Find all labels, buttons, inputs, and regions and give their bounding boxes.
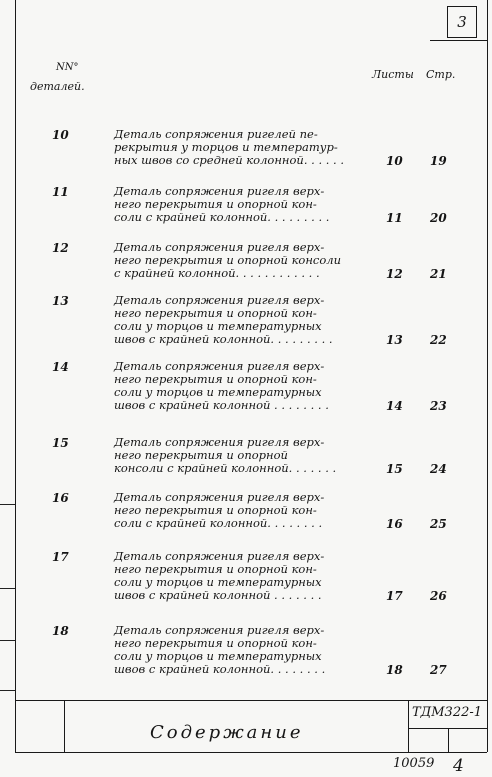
entry-description-line: соли у торцов и температурных: [114, 575, 322, 589]
entry-description-line: швов с крайней колонной. . . . . . . . .: [114, 332, 333, 346]
margin-stub-line: [0, 690, 15, 691]
left-frame-line: [15, 0, 16, 752]
entry-description-line: рекрытия у торцов и температур-: [114, 140, 338, 154]
entry-description-line: Деталь сопряжения ригелей пе-: [114, 127, 318, 141]
entry-number: 12: [52, 241, 69, 255]
title-block-bottom-rule: [15, 752, 487, 753]
entry-description-line: него перекрытия и опорной кон-: [114, 562, 317, 576]
entry-sheet-number: 18: [386, 663, 403, 677]
header-details-label: деталей.: [30, 80, 85, 93]
entry-description-line: швов с крайней колонной . . . . . . . .: [114, 398, 329, 412]
entry-description-line: Деталь сопряжения ригеля верх-: [114, 359, 325, 373]
entry-page-number: 20: [430, 211, 447, 225]
entry-description-line: консоли с крайней колонной. . . . . . .: [114, 461, 337, 475]
document-title: Содержание: [150, 722, 304, 743]
entry-description-line: соли у торцов и температурных: [114, 385, 322, 399]
entry-description: [114, 624, 376, 676]
margin-stub-line: [0, 588, 15, 589]
entry-number: 17: [52, 550, 69, 564]
header-sheets-label: Листы: [372, 68, 414, 81]
entry-sheet-number: 14: [386, 399, 403, 413]
margin-stub-line: [0, 640, 15, 641]
entry-description-line: него перекрытия и опорной кон-: [114, 372, 317, 386]
entry-sheet-number: 10: [386, 154, 403, 168]
entry-description-line: швов с крайней колонной. . . . . . . .: [114, 662, 326, 676]
entry-description-line: него перекрытия и опорной консоли: [114, 253, 342, 267]
sheet-page-number: 4: [453, 756, 464, 776]
entry-sheet-number: 17: [386, 589, 403, 603]
entry-description-line: соли у торцов и температурных: [114, 319, 322, 333]
entry-sheet-number: 12: [386, 267, 403, 281]
entry-sheet-number: 11: [386, 211, 403, 225]
entry-number: 11: [52, 185, 69, 199]
entry-description: [114, 360, 376, 412]
header-number-label: NN°: [56, 62, 79, 73]
entry-description: [114, 436, 376, 475]
entry-description-line: соли с крайней колонной. . . . . . . .: [114, 516, 323, 530]
entry-description: [114, 491, 376, 530]
entry-number: 16: [52, 491, 69, 505]
entry-number: 13: [52, 294, 69, 308]
entry-description-line: Деталь сопряжения ригеля верх-: [114, 435, 325, 449]
entry-description-line: него перекрытия и опорной кон-: [114, 503, 317, 517]
entry-description-line: с крайней колонной. . . . . . . . . . . .: [114, 266, 320, 280]
inventory-number: 10059: [393, 756, 435, 771]
entry-description-line: него перекрытия и опорной кон-: [114, 306, 317, 320]
entry-number: 14: [52, 360, 69, 374]
entry-description: [114, 128, 376, 167]
entry-page-number: 23: [430, 399, 447, 413]
entry-description-line: Деталь сопряжения ригеля верх-: [114, 490, 325, 504]
entry-description: [114, 241, 376, 280]
page-box-rule: [430, 40, 487, 41]
title-block-top-rule: [15, 700, 487, 701]
entry-sheet-number: 15: [386, 462, 403, 476]
right-frame-line: [487, 0, 488, 752]
entry-description-line: соли у торцов и температурных: [114, 649, 322, 663]
entry-sheet-number: 16: [386, 517, 403, 531]
entry-page-number: 27: [430, 663, 447, 677]
entry-description-line: Деталь сопряжения ригеля верх-: [114, 623, 325, 637]
entry-number: 18: [52, 624, 69, 638]
entry-description: [114, 294, 376, 346]
entry-page-number: 24: [430, 462, 447, 476]
entry-description-line: Деталь сопряжения ригеля верх-: [114, 184, 325, 198]
entry-description-line: Деталь сопряжения ригеля верх-: [114, 240, 325, 254]
entry-description-line: него перекрытия и опорной: [114, 448, 288, 462]
entry-page-number: 26: [430, 589, 447, 603]
entry-description: [114, 550, 376, 602]
entry-number: 10: [52, 128, 69, 142]
entry-sheet-number: 13: [386, 333, 403, 347]
entry-page-number: 19: [430, 154, 447, 168]
entry-description-line: Деталь сопряжения ригеля верх-: [114, 293, 325, 307]
title-block-divider: [64, 700, 65, 752]
entry-page-number: 21: [430, 267, 447, 281]
entry-page-number: 22: [430, 333, 447, 347]
entry-description-line: Деталь сопряжения ригеля верх-: [114, 549, 325, 563]
page-number-box: 3: [447, 6, 477, 38]
entry-page-number: 25: [430, 517, 447, 531]
entry-description-line: швов с крайней колонной . . . . . . .: [114, 588, 322, 602]
entry-description-line: него перекрытия и опорной кон-: [114, 636, 317, 650]
entry-description-line: ных швов со средней колонной. . . . . .: [114, 153, 345, 167]
entry-description-line: него перекрытия и опорной кон-: [114, 197, 317, 211]
title-block-divider: [408, 728, 487, 729]
title-block-divider: [448, 728, 449, 752]
header-page-label: Стр.: [426, 68, 456, 81]
title-block-divider: [408, 700, 409, 752]
margin-stub-line: [0, 504, 15, 505]
document-code: ТДМ322-1: [412, 705, 483, 720]
entry-description-line: соли с крайней колонной. . . . . . . . .: [114, 210, 330, 224]
entry-number: 15: [52, 436, 69, 450]
entry-description: [114, 185, 376, 224]
